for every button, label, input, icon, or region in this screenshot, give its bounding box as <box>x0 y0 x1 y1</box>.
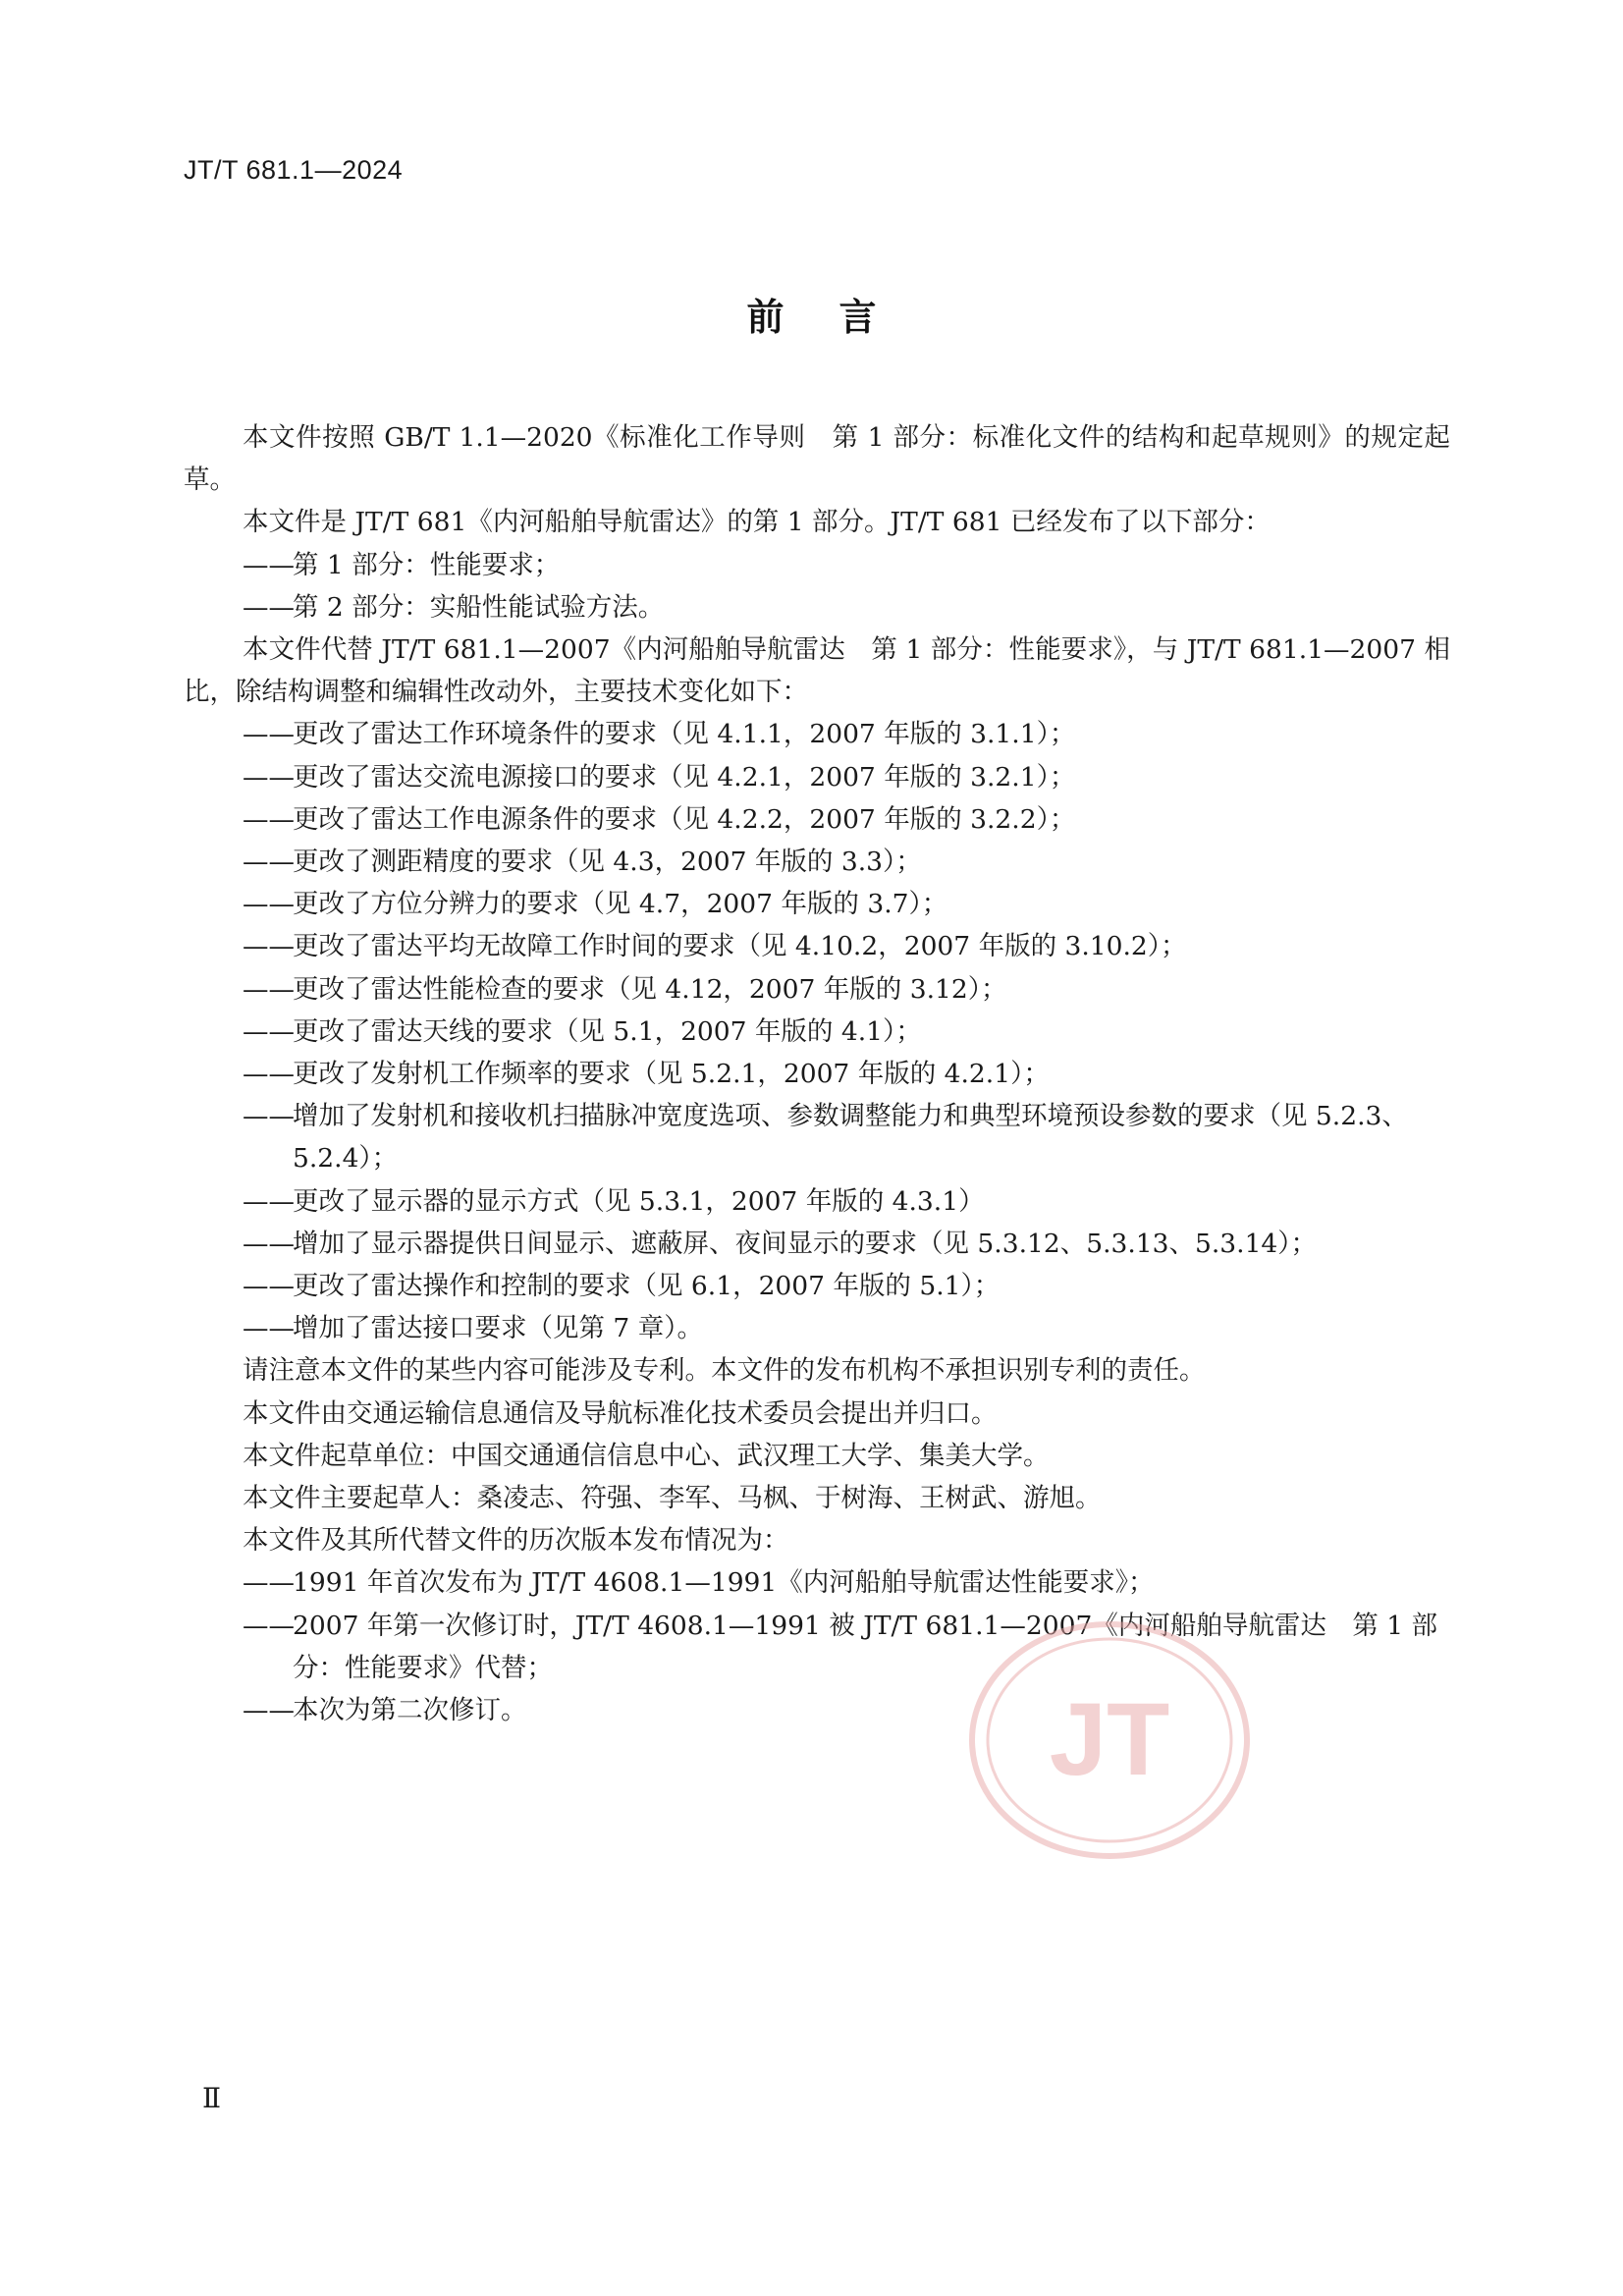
list-item <box>184 841 1450 883</box>
list-item-text: 更改了方位分辨力的要求（见 4.7，2007 年版的 3.7）； <box>293 889 948 920</box>
dash-bullet: —— <box>243 1015 295 1047</box>
paragraph: 本文件主要起草人：桑凌志、符强、李军、马枫、于树海、王树武、游旭。 <box>243 1483 1102 1514</box>
dash-bullet: —— <box>243 549 295 580</box>
list-item-text: 本次为第二次修订。 <box>293 1695 527 1726</box>
list-item <box>184 544 1450 586</box>
page-number: Ⅱ <box>202 2082 222 2114</box>
dash-bullet: —— <box>243 591 295 623</box>
list-item-text: 增加了显示器提供日间显示、遮蔽屏、夜间显示的要求（见 5.3.12、5.3.13、5.3.14）； <box>293 1228 1318 1259</box>
list-item <box>184 883 1450 925</box>
list-item-text: 1991 年首次发布为 JT/T 4608.1—1991《内河船舶导航雷达性能要求》； <box>293 1567 1155 1599</box>
list-item <box>184 1180 1450 1223</box>
dash-bullet: —— <box>243 931 295 962</box>
dash-bullet: —— <box>243 1567 295 1599</box>
paragraph: 本文件及其所代替文件的历次版本发布情况为： <box>243 1525 789 1557</box>
paragraph: 本文件代替 JT/T 681.1—2007《内河船舶导航雷达 第 1 部分：性能要求》，与 JT/T 681.1—2007 相比，除结构调整和编辑性改动外，主要技术变化如下： <box>184 634 1450 708</box>
section-title: 前言 <box>746 296 932 339</box>
body-text <box>184 416 1450 1731</box>
list-item <box>184 968 1450 1011</box>
paragraph: 请注意本文件的某些内容可能涉及专利。本文件的发布机构不承担识别专利的责任。 <box>243 1355 1206 1387</box>
dash-bullet: —— <box>243 1059 295 1090</box>
list-item-text: 2007 年第一次修订时，JT/T 4608.1—1991 被 JT/T 681.1—2007《内河船舶导航雷达 第 1 部分：性能要求》代替； <box>293 1610 1438 1683</box>
seal-lettering: JT <box>1049 1682 1170 1797</box>
paragraph: 本文件按照 GB/T 1.1—2020《标准化工作导则 第 1 部分：标准化文件的结构和起草规则》的规定起草。 <box>184 422 1450 496</box>
list-item <box>184 798 1450 841</box>
dash-bullet: —— <box>243 1313 295 1344</box>
list-item-text: 增加了雷达接口要求（见第 7 章）。 <box>293 1313 703 1344</box>
list-item <box>184 1265 1450 1307</box>
list-item <box>184 756 1450 798</box>
dash-bullet: —— <box>243 761 295 793</box>
dash-bullet: —— <box>243 889 295 920</box>
dash-bullet: —— <box>243 1610 295 1641</box>
list-item-text: 更改了测距精度的要求（见 4.3，2007 年版的 3.3）； <box>293 847 922 878</box>
dash-bullet: —— <box>243 719 295 750</box>
list-item <box>184 1223 1450 1265</box>
list-item <box>184 1011 1450 1053</box>
list-item <box>184 1605 1450 1689</box>
paragraph: 本文件是 JT/T 681《内河船舶导航雷达》的第 1 部分。JT/T 681 已经发布了以下部分： <box>243 507 1271 538</box>
list-item <box>184 1053 1450 1095</box>
list-item-text: 第 1 部分：性能要求； <box>293 549 561 580</box>
list-item-text: 第 2 部分：实船性能试验方法。 <box>293 591 665 623</box>
dash-bullet: —— <box>243 1185 295 1217</box>
list-item-text: 更改了雷达天线的要求（见 5.1，2007 年版的 4.1）； <box>293 1015 922 1047</box>
jt-seal-watermark <box>967 1617 1252 1863</box>
list-item-text: 更改了发射机工作频率的要求（见 5.2.1，2007 年版的 4.2.1）； <box>293 1059 1050 1090</box>
list-item <box>184 1307 1450 1349</box>
dash-bullet: —— <box>243 1271 295 1302</box>
dash-bullet: —— <box>243 803 295 835</box>
list-item-text: 更改了雷达工作电源条件的要求（见 4.2.2，2007 年版的 3.2.2）； <box>293 803 1076 835</box>
list-item <box>184 713 1450 755</box>
dash-bullet: —— <box>243 1101 295 1132</box>
list-item-text: 更改了显示器的显示方式（见 5.3.1，2007 年版的 4.3.1） <box>293 1185 985 1217</box>
list-item <box>184 1561 1450 1604</box>
dash-bullet: —— <box>243 1228 295 1259</box>
document-code: JT/T 681.1—2024 <box>184 155 404 185</box>
list-item-text: 更改了雷达操作和控制的要求（见 6.1，2007 年版的 5.1）； <box>293 1271 1001 1302</box>
list-item-text: 更改了雷达工作环境条件的要求（见 4.1.1，2007 年版的 3.1.1）； <box>293 719 1076 750</box>
dash-bullet: —— <box>243 847 295 878</box>
list-item-text: 更改了雷达交流电源接口的要求（见 4.2.1，2007 年版的 3.2.1）； <box>293 761 1076 793</box>
dash-bullet: —— <box>243 1695 295 1726</box>
list-item <box>184 925 1450 967</box>
dash-bullet: —— <box>243 973 295 1005</box>
list-item <box>184 1095 1450 1179</box>
list-item-text: 增加了发射机和接收机扫描脉冲宽度选项、参数调整能力和典型环境预设参数的要求（见 5.2.3、5.2.4）； <box>293 1101 1408 1175</box>
list-item <box>184 586 1450 629</box>
paragraph: 本文件起草单位：中国交通通信信息中心、武汉理工大学、集美大学。 <box>243 1440 1050 1471</box>
list-item-text: 更改了雷达平均无故障工作时间的要求（见 4.10.2，2007 年版的 3.10.2）； <box>293 931 1187 962</box>
list-item <box>184 1689 1450 1731</box>
paragraph: 本文件由交通运输信息通信及导航标准化技术委员会提出并归口。 <box>243 1397 998 1429</box>
list-item-text: 更改了雷达性能检查的要求（见 4.12，2007 年版的 3.12）； <box>293 973 1007 1005</box>
